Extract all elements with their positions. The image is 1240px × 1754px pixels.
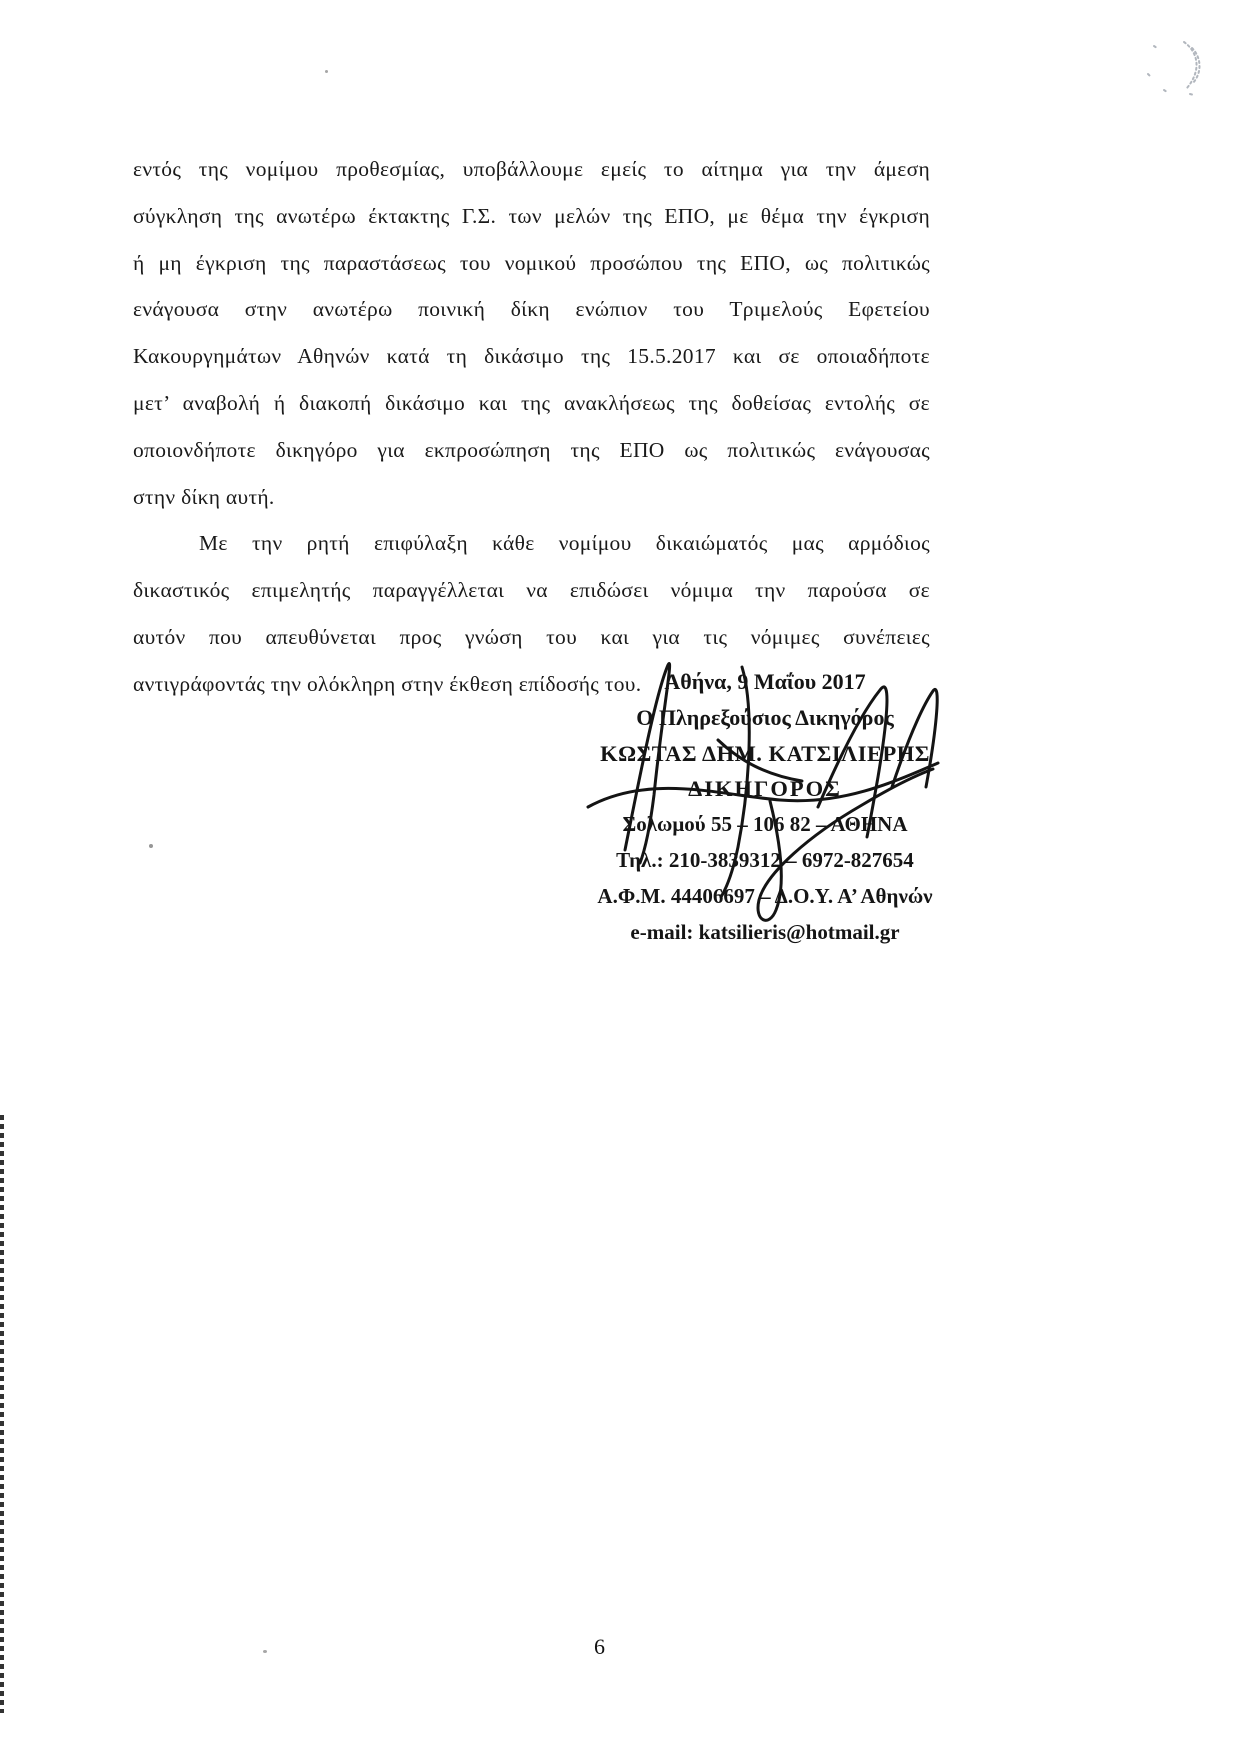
scan-speck [149,844,153,848]
body-line: ή μη έγκριση της παραστάσεως του νομικού προσώπου της ΕΠΟ, ως πολιτικώς [133,250,930,275]
signatory-phone: Τηλ.: 210-3839312 – 6972-827654 [616,847,914,872]
signature-block [545,664,985,950]
signatory-tax-info: Α.Φ.Μ. 44406697 – Δ.Ο.Υ. Α’ Αθηνών [597,883,933,908]
body-line: αυτόν που απευθύνεται προς γνώση του και για τις νόμιμες συνέπειες [133,624,930,649]
body-line: ενάγουσα στην ανωτέρω ποινική δίκη ενώπιον του Τριμελούς Εφετείου [133,297,930,322]
signatory-email: e-mail: katsilieris@hotmail.gr [630,919,900,944]
body-line: σύγκληση της ανωτέρω έκτακτης Γ.Σ. των μελών της ΕΠΟ, με θέμα την έγκριση [133,203,930,228]
stamp-mark-icon [1140,32,1218,110]
body-line: εντός της νομίμου προθεσμίας, υποβάλλουμε εμείς το αίτημα για την άμεση [133,157,930,181]
body-line: δικαστικός επιμελητής παραγγέλλεται να επιδώσει νόμιμα την παρούσα σε [133,578,930,603]
body-line: οποιονδήποτε δικηγόρο για εκπροσώπηση της ΕΠΟ ως πολιτικώς ενάγουσας [133,437,930,462]
signature-title: Ο Πληρεξούσιος Δικηγόρος [636,704,894,730]
scan-edge-artifact [0,1115,4,1713]
signatory-role: ΔΙΚΗΓΟΡΟΣ [688,776,842,802]
body-line: στην δίκη αυτή. [133,484,275,509]
page-number: 6 [594,1634,605,1659]
body-line: αντιγράφοντάς την ολόκληρη στην έκθεση επίδοσής του. [133,671,642,696]
body-line: Με την ρητή επιφύλαξη κάθε νομίμου δικαιώματός μας αρμόδιος [199,531,930,556]
body-line: μετ’ αναβολή ή διακοπή δικάσιμο και της ανακλήσεως της δοθείσας εντολής σε [133,390,930,415]
document-body [133,146,930,708]
signatory-address: Σολωμού 55 – 106 82 – ΑΘΗΝΑ [622,812,908,837]
signature-date: Αθήνα, 9 Μαΐου 2017 [664,669,866,694]
signatory-name: ΚΩΣΤΑΣ ΔΗΜ. ΚΑΤΣΙΛΙΕΡΗΣ [600,740,930,766]
body-line: Κακουργημάτων Αθηνών κατά τη δικάσιμο της 15.5.2017 και σε οποιαδήποτε [133,344,930,369]
scan-speck [263,1650,267,1653]
paragraph [133,146,930,520]
scan-speck [325,70,328,73]
